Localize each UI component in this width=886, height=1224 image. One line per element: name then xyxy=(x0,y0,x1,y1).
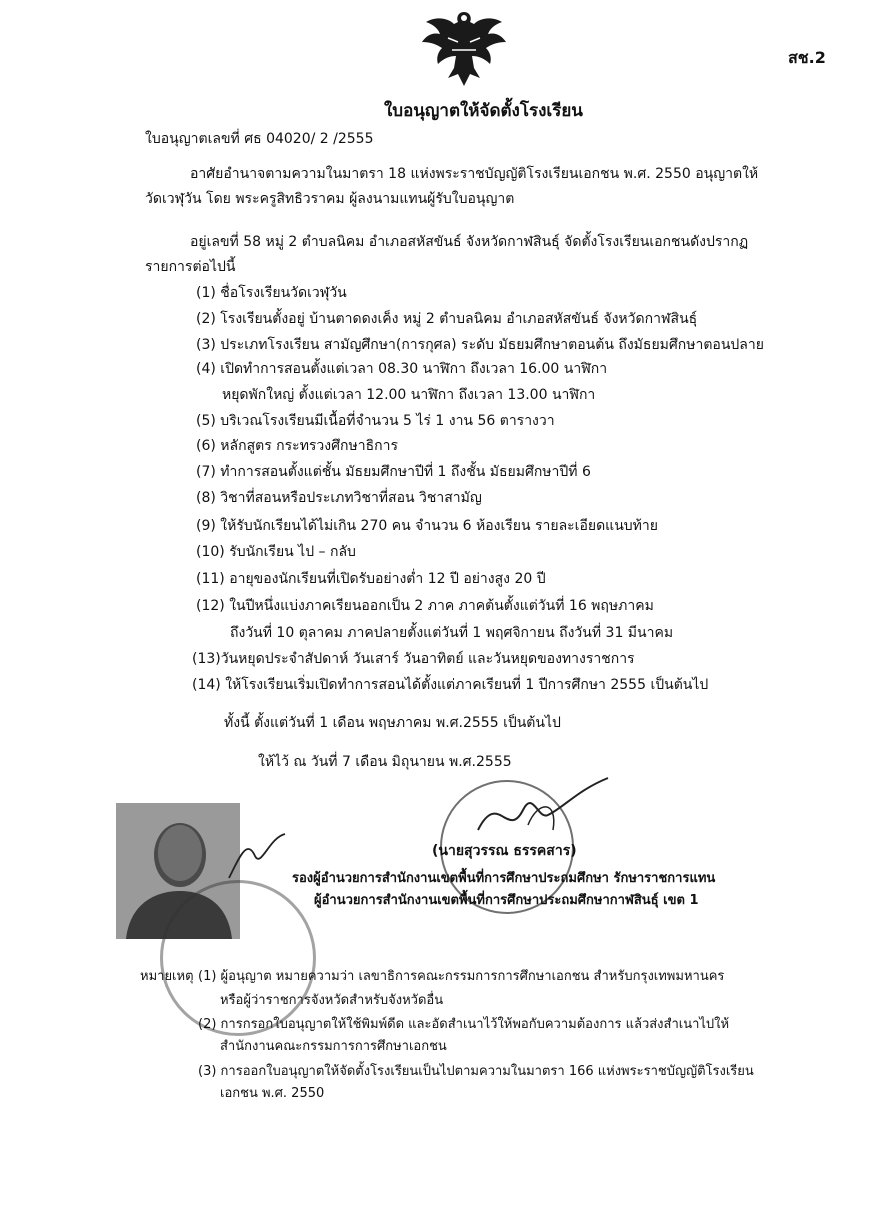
official-signature-icon xyxy=(468,770,618,850)
item-6: (6) หลักสูตร กระทรวงศึกษาธิการ xyxy=(196,438,398,454)
item-4-continuation: หยุดพักใหญ่ ตั้งแต่เวลา 12.00 นาฬิกา ถึงเวลา 13.00 นาฬิกา xyxy=(222,387,596,403)
item-14: (14) ให้โรงเรียนเริ่มเปิดทำการสอนได้ตั้งแต่ภาคเรียนที่ 1 ปีการศึกษา 2555 เป็นต้นไป xyxy=(192,677,709,693)
item-1: (1) ชื่อโรงเรียนวัดเวฬุวัน xyxy=(196,285,347,301)
paragraph-1-line-2: วัดเวฬุวัน โดย พระครูสิทธิวราคม ผู้ลงนามแทนผู้รับใบอนุญาต xyxy=(145,191,515,207)
item-12-continuation: ถึงวันที่ 10 ตุลาคม ภาคปลายตั้งแต่วันที่ 1 พฤศจิกายน ถึงวันที่ 31 มีนาคม xyxy=(230,625,674,641)
item-13: (13)วันหยุดประจำสัปดาห์ วันเสาร์ วันอาทิตย์ และวันหยุดของทางราชการ xyxy=(192,651,635,667)
item-4: (4) เปิดทำการสอนตั้งแต่เวลา 08.30 นาฬิกา ถึงเวลา 16.00 นาฬิกา xyxy=(196,361,608,377)
effective-date: ทั้งนี้ ตั้งแต่วันที่ 1 เดือน พฤษภาคม พ.ศ.2555 เป็นต้นไป xyxy=(224,715,561,731)
paragraph-2-line-1: อยู่เลขที่ 58 หมู่ 2 ตำบลนิคม อำเภอสหัสขันธ์ จังหวัดกาฬสินธุ์ จัดตั้งโรงเรียนเอกชนดังปรากฏ xyxy=(190,234,749,250)
item-2: (2) โรงเรียนตั้งอยู่ บ้านตาดดงเค็ง หมู่ 2 ตำบลนิคม อำเภอสหัสขันธ์ จังหวัดกาฬสินธุ์ xyxy=(196,311,698,327)
signatory-position-line-1: รองผู้อำนวยการสำนักงานเขตพื้นที่การศึกษาประถมศึกษา รักษาราชการแทน xyxy=(292,871,716,886)
note-1-line-1: (1) ผู้อนุญาต หมายความว่า เลขาธิการคณะกรรมการการศึกษาเอกชน สำหรับกรุงเทพมหานคร xyxy=(198,969,725,984)
garuda-emblem-icon xyxy=(418,8,510,90)
signatory-position-line-2: ผู้อำนวยการสำนักงานเขตพื้นที่การศึกษาประถมศึกษากาฬสินธุ์ เขต 1 xyxy=(314,893,699,908)
paragraph-2-line-2: รายการต่อไปนี้ xyxy=(145,259,236,275)
note-3-line-2: เอกชน พ.ศ. 2550 xyxy=(220,1086,325,1101)
note-1-line-2: หรือผู้ว่าราชการจังหวัดสำหรับจังหวัดอื่น xyxy=(220,993,444,1008)
item-5: (5) บริเวณโรงเรียนมีเนื้อที่จำนวน 5 ไร่ 1 งาน 56 ตารางวา xyxy=(196,413,555,429)
item-7: (7) ทำการสอนตั้งแต่ชั้น มัธยมศึกษาปีที่ 1 ถึงชั้น มัธยมศึกษาปีที่ 6 xyxy=(196,464,591,480)
item-3: (3) ประเภทโรงเรียน สามัญศึกษา(การกุศล) ระดับ มัธยมศึกษาตอนต้น ถึงมัธยมศึกษาตอนปลาย xyxy=(196,337,764,353)
document-title: ใบอนุญาตให้จัดตั้งโรงเรียน xyxy=(384,101,583,121)
issue-date: ให้ไว้ ณ วันที่ 7 เดือน มิถุนายน พ.ศ.2555 xyxy=(258,754,512,770)
item-11: (11) อายุของนักเรียนที่เปิดรับอย่างต่ำ 12 ปี อย่างสูง 20 ปี xyxy=(196,571,546,587)
form-code: สช.2 xyxy=(788,48,826,67)
note-3-line-1: (3) การออกใบอนุญาตให้จัดตั้งโรงเรียนเป็นไปตามความในมาตรา 166 แห่งพระราชบัญญัติโรงเรียน xyxy=(198,1064,754,1079)
item-10: (10) รับนักเรียน ไป – กลับ xyxy=(196,544,356,560)
official-seal-bottom xyxy=(160,880,316,1036)
item-8: (8) วิชาที่สอนหรือประเภทวิชาที่สอน วิชาสามัญ xyxy=(196,490,482,506)
notes-label: หมายเหตุ xyxy=(140,969,194,984)
license-number: ใบอนุญาตเลขที่ ศธ 04020/ 2 /2555 xyxy=(145,131,374,147)
licensee-signature-icon xyxy=(225,828,295,888)
item-12: (12) ในปีหนึ่งแบ่งภาคเรียนออกเป็น 2 ภาค ภาคต้นตั้งแต่วันที่ 16 พฤษภาคม xyxy=(196,598,654,614)
paragraph-1-line-1: อาศัยอำนาจตามความในมาตรา 18 แห่งพระราชบัญญัติโรงเรียนเอกชน พ.ศ. 2550 อนุญาตให้ xyxy=(190,166,759,182)
signatory-name: (นายสุวรรณ ธรรคสาร) xyxy=(432,843,577,859)
item-9: (9) ให้รับนักเรียนได้ไม่เกิน 270 คน จำนวน 6 ห้องเรียน รายละเอียดแนบท้าย xyxy=(196,518,658,534)
note-2-line-1: (2) การกรอกใบอนุญาตให้ใช้พิมพ์ดีด และอัดสำเนาไว้ให้พอกับความต้องการ แล้วส่งสำเนาไปให้ xyxy=(198,1017,730,1032)
note-2-line-2: สำนักงานคณะกรรมการการศึกษาเอกชน xyxy=(220,1039,447,1054)
